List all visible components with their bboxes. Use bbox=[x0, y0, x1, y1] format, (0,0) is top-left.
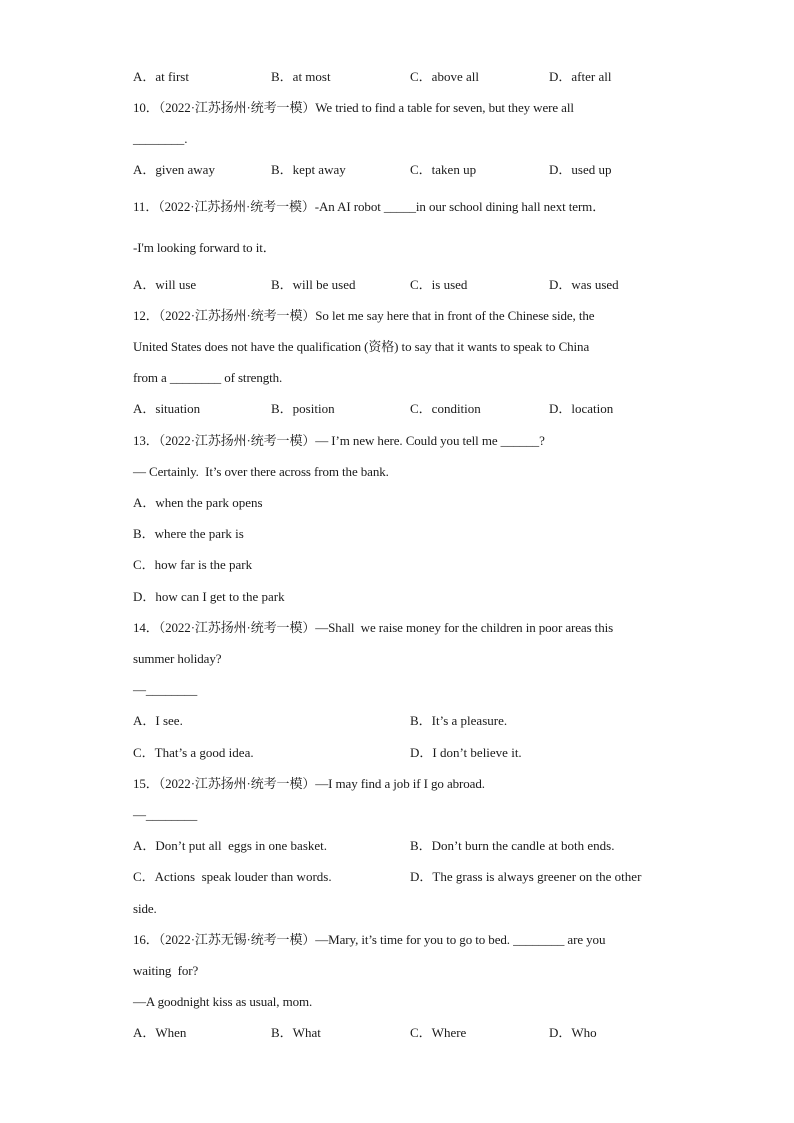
q15-option-c: C．Actions speak louder than words. bbox=[133, 869, 332, 884]
q14-response-blank: —________ bbox=[133, 682, 198, 697]
q10-stem-cont: ________. bbox=[133, 131, 188, 146]
q12-stem-cont: United States does not have the qualification (资格) to say that it wants to speak to China bbox=[133, 339, 590, 354]
q10-option-a: A．given away bbox=[133, 162, 215, 177]
q14-stem: 14．（2022·江苏扬州·统考一模）—Shall we raise money for the children in poor areas this bbox=[133, 620, 614, 635]
q9-option-c: C．above all bbox=[410, 69, 479, 84]
q15-option-a: A．Don’t put all eggs in one basket. bbox=[133, 838, 328, 853]
q16-stem: 16．（2022·江苏无锡·统考一模）—Mary, it’s time for you to go to bed. ________ are you bbox=[133, 932, 606, 947]
q15-option-b: B．Don’t burn the candle at both ends. bbox=[410, 838, 615, 853]
q13-stem: 13．（2022·江苏扬州·统考一模）— I’m new here. Could you tell me ______? bbox=[133, 433, 545, 448]
q12-stem-cont-2: from a ________ of strength. bbox=[133, 370, 283, 385]
q12-option-d: D．location bbox=[549, 401, 614, 416]
q12-option-c: C．condition bbox=[410, 401, 481, 416]
q14-option-b: B．It’s a pleasure. bbox=[410, 713, 508, 728]
q11-option-c: C．is used bbox=[410, 277, 468, 292]
q15-option-d-cont: side. bbox=[133, 901, 157, 916]
q12-option-a: A．situation bbox=[133, 401, 201, 416]
q11-option-a: A．will use bbox=[133, 277, 197, 292]
q13-option-d: D．how can I get to the park bbox=[133, 589, 285, 604]
q16-option-d: D．Who bbox=[549, 1025, 597, 1040]
q11-option-b: B．will be used bbox=[271, 277, 356, 292]
q16-response: —A goodnight kiss as usual, mom. bbox=[133, 994, 313, 1009]
q11-stem: 11．（2022·江苏扬州·统考一模）-An AI robot _____in our school dining hall next term． bbox=[133, 199, 606, 214]
q15-stem: 15．（2022·江苏扬州·统考一模）—I may find a job if I go abroad. bbox=[133, 776, 485, 791]
q12-stem: 12．（2022·江苏扬州·统考一模）So let me say here that in front of the Chinese side, the bbox=[133, 308, 595, 323]
q16-option-c: C．Where bbox=[410, 1025, 467, 1040]
q14-option-c: C．That’s a good idea. bbox=[133, 745, 254, 760]
q14-stem-cont: summer holiday? bbox=[133, 651, 222, 666]
q14-option-a: A．I see. bbox=[133, 713, 183, 728]
q14-option-d: D．I don’t believe it. bbox=[410, 745, 522, 760]
q13-option-a: A．when the park opens bbox=[133, 495, 263, 510]
q15-response-blank: —________ bbox=[133, 807, 198, 822]
q10-option-b: B．kept away bbox=[271, 162, 346, 177]
q12-option-b: B．position bbox=[271, 401, 335, 416]
q9-option-b: B．at most bbox=[271, 69, 331, 84]
q13-response: — Certainly. It’s over there across from the bank. bbox=[133, 464, 389, 479]
q9-option-a: A．at first bbox=[133, 69, 189, 84]
q9-option-d: D．after all bbox=[549, 69, 612, 84]
q16-stem-cont: waiting for? bbox=[133, 963, 199, 978]
q10-stem: 10．（2022·江苏扬州·统考一模）We tried to find a table for seven, but they were all bbox=[133, 100, 574, 115]
q10-option-d: D．used up bbox=[549, 162, 612, 177]
q10-option-c: C．taken up bbox=[410, 162, 477, 177]
q15-option-d: D．The grass is always greener on the other bbox=[410, 869, 642, 884]
q11-option-d: D．was used bbox=[549, 277, 619, 292]
q11-stem-cont: -I'm looking forward to it． bbox=[133, 240, 276, 255]
q13-option-b: B．where the park is bbox=[133, 526, 244, 541]
q13-option-c: C．how far is the park bbox=[133, 557, 253, 572]
q16-option-a: A．When bbox=[133, 1025, 187, 1040]
q16-option-b: B．What bbox=[271, 1025, 321, 1040]
